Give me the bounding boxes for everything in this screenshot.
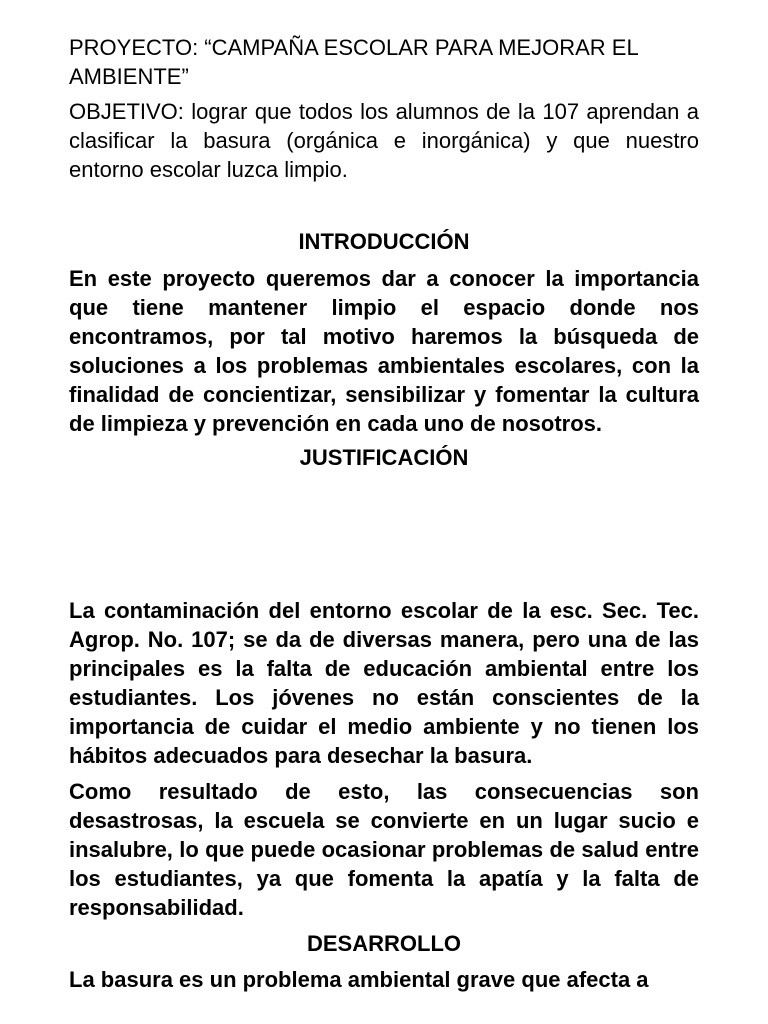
project-title: PROYECTO: “CAMPAÑA ESCOLAR PARA MEJORAR EL AMBIENTE” <box>69 35 638 89</box>
objective-text: OBJETIVO: lograr que todos los alumnos de la 107 aprendan a clasificar la basura (orgánica e inorgánica) y que nuestro entorno escolar luzca limpio. <box>69 99 699 182</box>
justificacion-paragraph-2: Como resultado de esto, las consecuencias son desastrosas, la escuela se convierte en un lugar sucio e insalubre, lo que puede ocasionar problemas de salud entre los estudiantes, ya que fomenta la apatía y la falta de responsabilidad. <box>69 779 699 920</box>
desarrollo-paragraph: La basura es un problema ambiental grave que afecta a <box>69 967 649 992</box>
justificacion-paragraph-1: La contaminación del entorno escolar de la esc. Sec. Tec. Agrop. No. 107; se da de diversas manera, pero una de las principales es la falta de educación ambiental entre los estudiantes. Los jóvenes no están conscientes de la importancia de cuidar el medio ambiente y no tienen los hábitos adecuados para desechar la basura. <box>69 598 699 768</box>
section-heading-desarrollo: DESARROLLO <box>307 931 461 956</box>
section-heading-justificacion: JUSTIFICACIÓN <box>299 445 469 470</box>
introduccion-paragraph: En este proyecto queremos dar a conocer la importancia que tiene mantener limpio el espacio donde nos encontramos, por tal motivo haremos la búsqueda de soluciones a los problemas ambientales escolares, con la finalidad de concientizar, sensibilizar y fomentar la cultura de limpieza y prevención en cada uno de nosotros. <box>69 266 699 436</box>
section-heading-introduccion: INTRODUCCIÓN <box>298 229 470 254</box>
document-page <box>69 33 699 994</box>
